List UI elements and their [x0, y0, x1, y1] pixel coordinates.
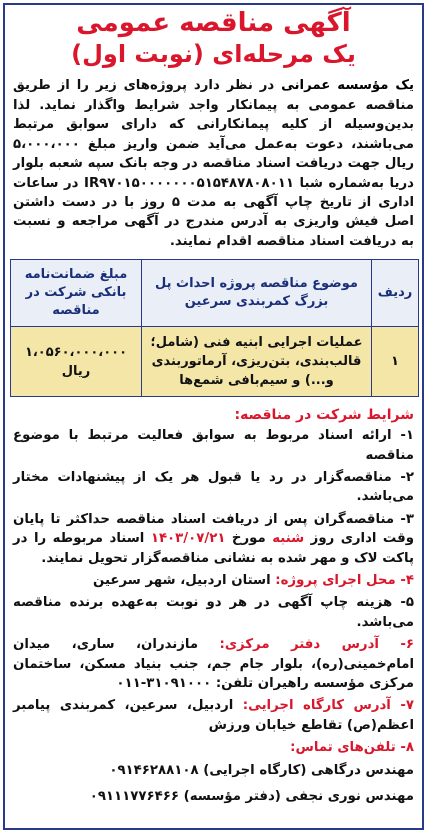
ad-frame — [3, 3, 424, 830]
condition-3-a: ۳- مناقصه‌گران پس از دریافت اسناد مناقصه حداکثر تا پایان وقت اداری روز — [13, 511, 414, 547]
deadline-date: ۱۴۰۳/۰۷/۲۱ — [150, 531, 226, 547]
org-name: یک مؤسسه عمرانی — [281, 78, 414, 94]
row-amount: ۱،۰۵۶۰،۰۰۰،۰۰۰ ریال — [11, 327, 142, 397]
conditions-heading: شرایط شرکت در مناقصه: — [234, 407, 414, 424]
intro-text: در نظر دارد پروژه‌های زیر را از طریق مناقصه عمومی به پیمانکار واجد شرایط واگذار نماید. لذا بدین‌وسیله از کلیه پیمانکارانی که دارای سوابق مرتبط می‌باشند، دعوت به‌عمل می‌آید ضمن واریز مبلغ ۵،۰۰۰،۰۰۰ ریال جهت دریافت اسناد مناقصه در وجه بانک سپه شعبه بلوار دریا به‌شماره شبا IR۹۷۰۱۵۰۰۰۰۰۰۰۵۱۵۴۸۷۸۰۸۰۱۱ در ساعات اداری از تاریخ چاپ آگهی به مدت ۵ روز با در دست داشتن اصل فیش واریزی به آدرس مندرج در آگهی مراجعه و نسبت به دریافت اسناد مناقصه اقدام نمایند. — [13, 78, 415, 249]
ad-subtitle: یک مرحله‌ای (نوبت اول) — [71, 39, 356, 68]
location-label: ۴- محل اجرای پروژه: — [275, 572, 414, 588]
condition-1: ۱- ارائه اسناد مربوط به سوابق فعالیت مرتبط با موضوع مناقصه — [13, 428, 414, 463]
intro-paragraph — [5, 76, 422, 251]
condition-6 — [13, 635, 414, 693]
contacts-label: ۸- تلفن‌های تماس: — [290, 740, 414, 756]
condition-3-c: اسناد مربوطه را در پاکت لاک و مهر شده به نشانی مناقصه‌گزار تحویل نمایند. — [13, 531, 414, 566]
phone-1: مهندس درگاهی (کارگاه اجرایی) ۰۹۱۴۶۲۸۸۱۰۸ — [109, 762, 414, 778]
condition-4 — [13, 571, 414, 590]
col-row-header: ردیف — [372, 260, 419, 327]
site-value: اردبیل، سرعین، کمربندی پیامبر اعظم(ص) تقاطع خیابان ورزش — [13, 698, 414, 733]
office-label: ۶- آدرس دفتر مرکزی: — [219, 637, 414, 653]
col-subject-header: موضوع مناقصه پروژه احداث پل بزرگ کمربندی سرعین — [142, 260, 372, 327]
deadline-day: شنبه — [272, 531, 305, 547]
condition-3 — [13, 510, 414, 568]
office-value: مازندران، ساری، میدان امام‌خمینی(ره)، بلوار جام جم، جنب بنیاد مسکن، ساختمان مرکزی مؤسسه راهیران تلفن: ۳۱۰۹۱۰۰۰-۰۱۱ — [13, 637, 414, 692]
tender-table — [10, 259, 419, 397]
condition-8 — [13, 738, 414, 757]
condition-7 — [13, 696, 414, 735]
phone-2: مهندس نوری نجفی (دفتر مؤسسه) ۰۹۱۱۱۷۷۶۴۶۶ — [89, 788, 414, 804]
condition-3-b: مورخ — [225, 531, 273, 547]
location-value: استان اردبیل، شهر سرعین — [93, 572, 276, 588]
condition-5: ۵- هزینه چاپ آگهی در هر دو نوبت به‌عهده برنده مناقصه می‌باشد. — [13, 595, 414, 630]
ad-title: آگهی مناقصه عمومی — [76, 8, 351, 38]
conditions-list — [5, 426, 422, 758]
condition-2: ۲- مناقصه‌گزار در رد یا قبول هر یک از پیشنهادات مختار می‌باشد. — [13, 469, 414, 505]
col-guarantee-header: مبلغ ضمانت‌نامه بانکی شرکت در مناقصه — [11, 260, 142, 327]
site-label: ۷- آدرس کارگاه اجرایی: — [242, 698, 414, 714]
row-subject: عملیات اجرایی ابنیه فنی (شامل؛ قالب‌بندی، بتن‌ریزی، آرماتوربندی و...) و سیم‌بافی شمع‌ها — [142, 327, 372, 397]
row-number: ۱ — [372, 327, 419, 397]
table-row — [11, 327, 419, 397]
contact-phones — [5, 758, 422, 810]
